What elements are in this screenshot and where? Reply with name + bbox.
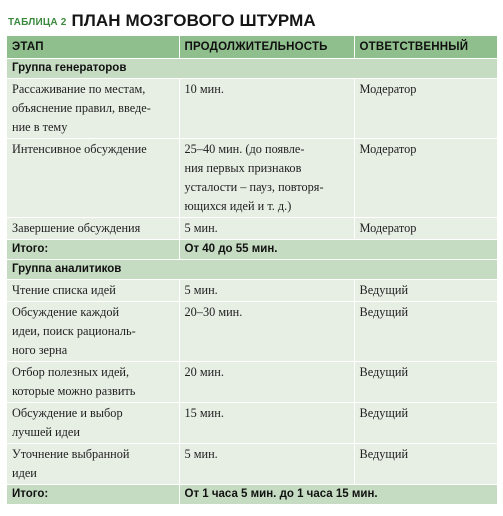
table-number: ТАБЛИЦА 2 (8, 17, 67, 28)
group-row (7, 260, 497, 280)
total-label: Итого: (7, 240, 179, 260)
table-caption (8, 8, 316, 34)
cell-duration: 20–30 мин. (179, 302, 354, 362)
column-header-responsible: ОТВЕТСТВЕННЫЙ (354, 36, 497, 59)
table-title: ПЛАН МОЗГОВОГО ШТУРМА (71, 11, 316, 30)
cell-duration: 5 мин. (179, 218, 354, 240)
table-row (7, 403, 497, 444)
cell-duration: 5 мин. (179, 280, 354, 302)
table-row (7, 280, 497, 302)
cell-stage: Обсуждение каждой идеи, поиск рациональ- ного зерна (7, 302, 179, 362)
cell-responsible: Ведущий (354, 302, 497, 362)
cell-duration: 25–40 мин. (до появле- ния первых признаков усталости – пауз, повторя- ющихся идей и т. д.) (179, 139, 354, 218)
total-value: От 40 до 55 мин. (179, 240, 497, 260)
group-name: Группа аналитиков (7, 260, 497, 280)
group-name: Группа генераторов (7, 59, 497, 79)
cell-responsible: Модератор (354, 218, 497, 240)
total-row (7, 240, 497, 260)
total-row (7, 485, 497, 505)
cell-responsible: Ведущий (354, 403, 497, 444)
cell-responsible: Модератор (354, 139, 497, 218)
table-row (7, 218, 497, 240)
cell-responsible: Ведущий (354, 362, 497, 403)
cell-stage: Завершение обсуждения (7, 218, 179, 240)
cell-responsible: Модератор (354, 79, 497, 139)
cell-duration: 20 мин. (179, 362, 354, 403)
total-value: От 1 часа 5 мин. до 1 часа 15 мин. (179, 485, 497, 505)
table-row (7, 139, 497, 218)
cell-responsible: Ведущий (354, 280, 497, 302)
table-body (7, 59, 497, 505)
cell-stage: Обсуждение и выбор лучшей идеи (7, 403, 179, 444)
cell-duration: 5 мин. (179, 444, 354, 485)
cell-stage: Интенсивное обсуждение (7, 139, 179, 218)
cell-stage: Чтение списка идей (7, 280, 179, 302)
column-header-duration: ПРОДОЛЖИТЕЛЬНОСТЬ (179, 36, 354, 59)
cell-stage: Отбор полезных идей, которые можно развить (7, 362, 179, 403)
column-header-stage: ЭТАП (7, 36, 179, 59)
table-row (7, 302, 497, 362)
table-row (7, 79, 497, 139)
cell-duration: 10 мин. (179, 79, 354, 139)
header-row (7, 36, 497, 59)
cell-duration: 15 мин. (179, 403, 354, 444)
table-row (7, 362, 497, 403)
brainstorm-plan-table (7, 36, 497, 505)
cell-responsible: Ведущий (354, 444, 497, 485)
table-row (7, 444, 497, 485)
group-row (7, 59, 497, 79)
cell-stage: Рассаживание по местам, объяснение правил, введе- ние в тему (7, 79, 179, 139)
cell-stage: Уточнение выбранной идеи (7, 444, 179, 485)
total-label: Итого: (7, 485, 179, 505)
